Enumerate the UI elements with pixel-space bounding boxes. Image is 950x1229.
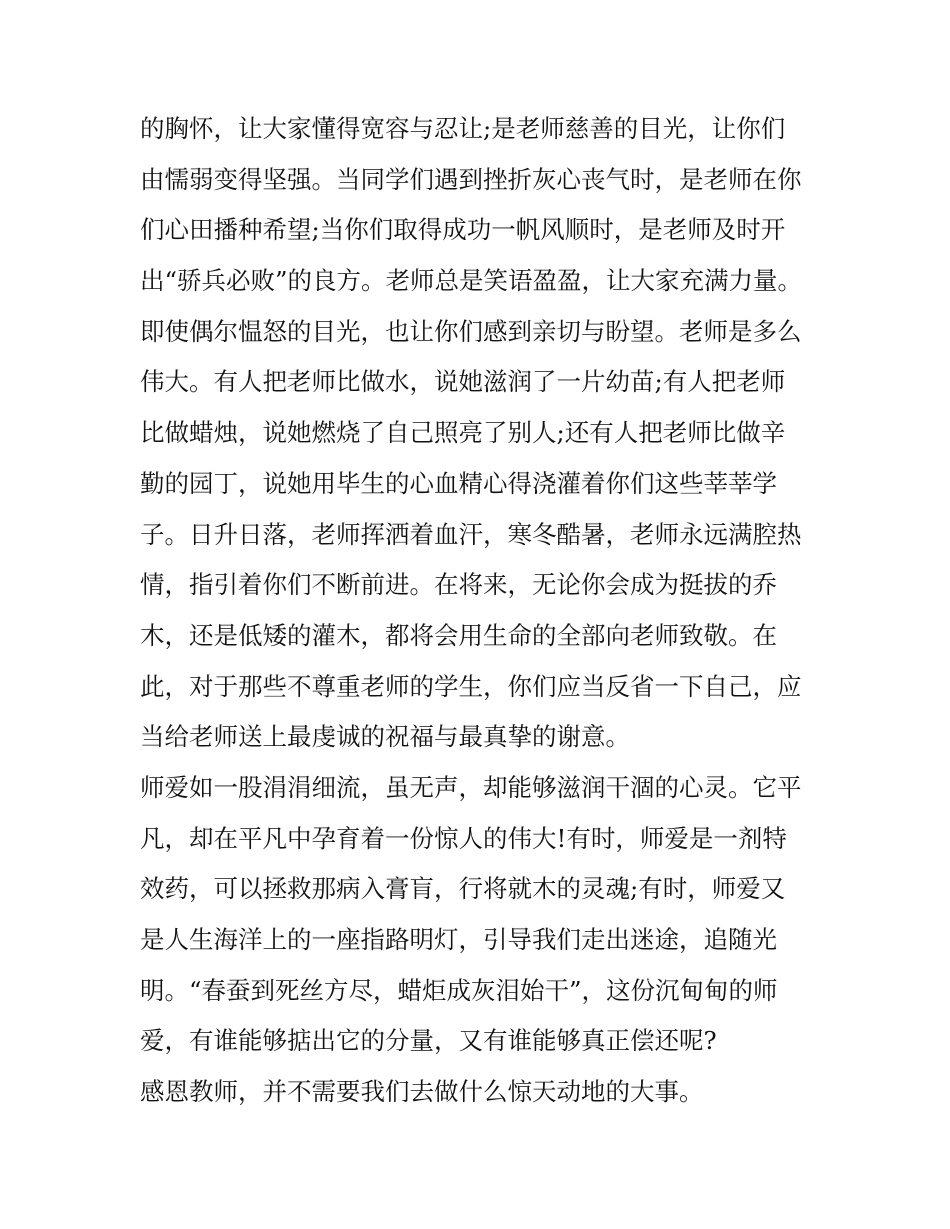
text-line: 即使偶尔愠怒的目光，也让你们感到亲切与盼望。老师是多么 <box>140 316 802 346</box>
text-line: 情，指引着你们不断前进。在将来，无论你会成为挺拔的乔 <box>140 570 777 600</box>
text-line: 子。日升日落，老师挥洒着血汗，寒冬酷暑，老师永远满腔热 <box>140 519 802 549</box>
text-line: 爱，有谁能够掂出它的分量，又有谁能够真正偿还呢? <box>140 1026 717 1056</box>
text-line: 们心田播种希望;当你们取得成功一帆风顺时，是老师及时开 <box>140 215 786 245</box>
text-line: 比做蜡烛，说她燃烧了自己照亮了别人;还有人把老师比做辛 <box>140 418 786 448</box>
text-line: 伟大。有人把老师比做水，说她滋润了一片幼苗;有人把老师 <box>140 367 786 397</box>
text-line: 的胸怀，让大家懂得宽容与忍让;是老师慈善的目光，让你们 <box>140 114 786 143</box>
text-line: 感恩教师，并不需要我们去做什么惊天动地的大事。 <box>140 1077 704 1107</box>
text-line: 勤的园丁，说她用毕生的心血精心得浇灌着你们这些莘莘学 <box>140 468 777 498</box>
text-line: 此，对于那些不尊重老师的学生，你们应当反省一下自己，应 <box>140 671 802 701</box>
text-line: 木，还是低矮的灌木，都将会用生命的全部向老师致敬。在 <box>140 620 777 650</box>
text-line: 当给老师送上最虔诚的祝福与最真挚的谢意。 <box>140 722 630 752</box>
text-line: 凡，却在平凡中孕育着一份惊人的伟大!有时，师爱是一剂特 <box>140 823 787 853</box>
text-line: 师爱如一股涓涓细流，虽无声，却能够滋润干涸的心灵。它平 <box>140 772 802 802</box>
document-body-text <box>140 104 820 1118</box>
text-line: 由懦弱变得坚强。当同学们遇到挫折灰心丧气时，是老师在你 <box>140 164 802 194</box>
text-line: 出“骄兵必败”的良方。老师总是笑语盈盈，让大家充满力量。 <box>140 266 803 296</box>
text-line: 是人生海洋上的一座指路明灯，引导我们走出迷途，追随光 <box>140 925 777 954</box>
text-line: 效药，可以拯救那病入膏肓，行将就木的灵魂;有时，师爱又 <box>140 874 786 904</box>
text-line: 明。“春蚕到死丝方尽，蜡炬成灰泪始干”，这份沉甸甸的师 <box>140 975 778 1005</box>
